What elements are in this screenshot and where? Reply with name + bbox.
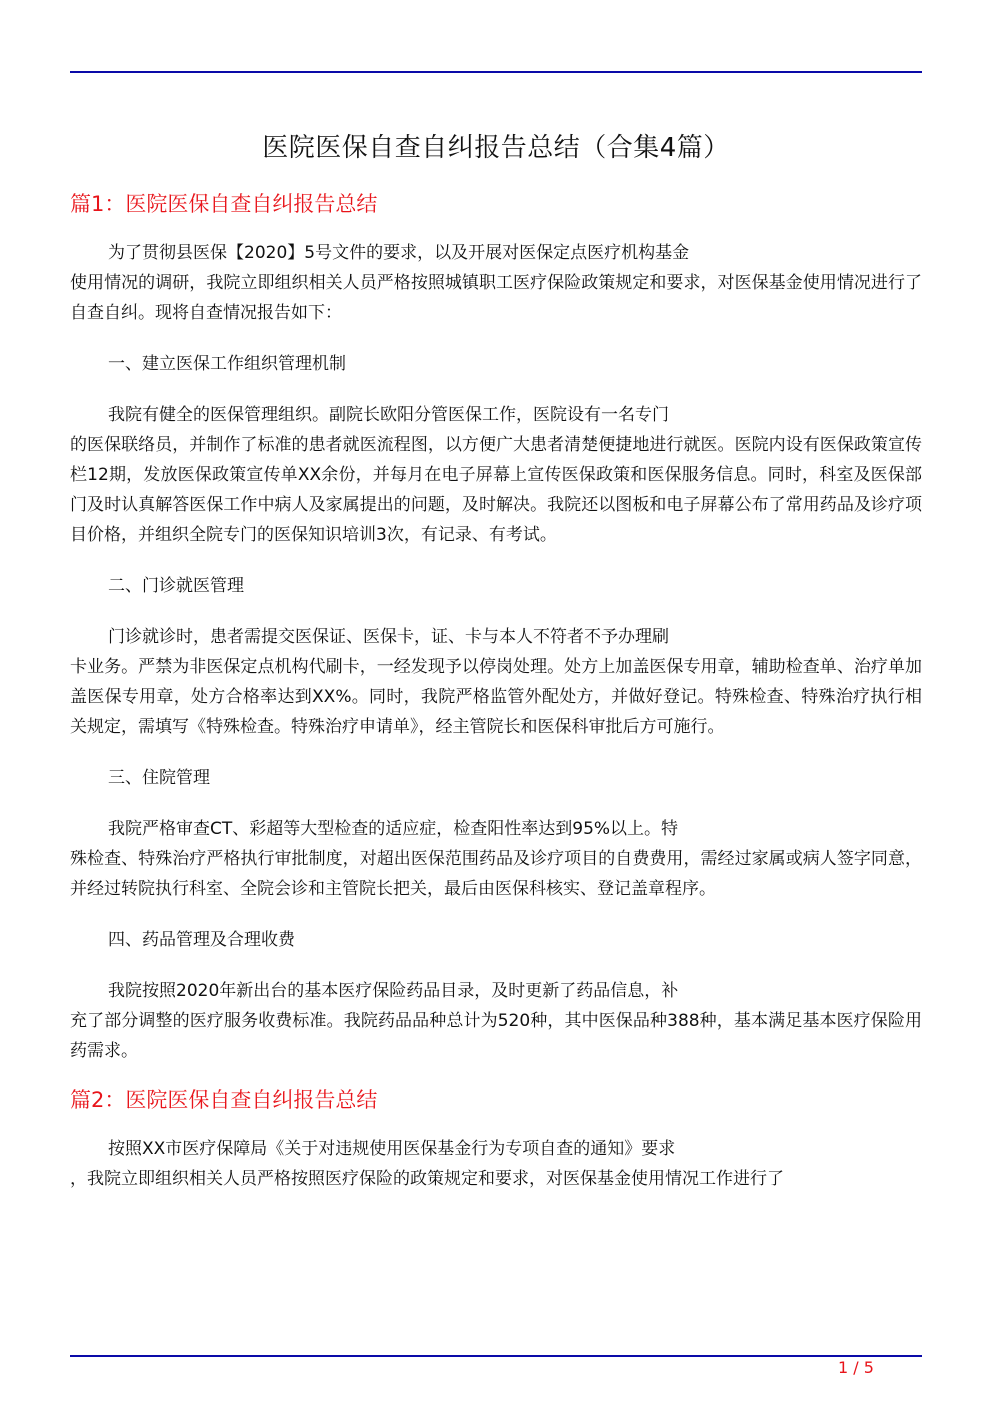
header-rule <box>70 71 922 73</box>
intro-paragraph-2: 按照XX市医疗保障局《关于对违规使用医保基金行为专项自查的通知》要求 ，我院立即组织相关人员严格按照医疗保险的政策规定和要求，对医保基金使用情况工作进行了 <box>70 1139 784 1189</box>
paragraph-org-mechanism: 我院有健全的医保管理组织。副院长欧阳分管医保工作，医院设有一名专门 的医保联络员，并制作了标准的患者就医流程图，以方便广大患者清楚便捷地进行就医。医院内设有医保政策宣传栏12期，发放医保政策宣传单XX余份，并每月在电子屏幕上宣传医保政策和医保服务信息。同时，科室及医保部门及时认真解答医保工作中病人及家属提出的问题，及时解决。我院还以图板和电子屏幕公布了常用药品及诊疗项目价格，并组织全院专门的医保知识培训3次，有记录、有考试。 <box>70 405 922 545</box>
page-number: 1 / 5 <box>838 1358 874 1377</box>
section-heading-1: 篇1：医院医保自查自纠报告总结 <box>70 192 378 216</box>
subheading-org-mechanism: 一、建立医保工作组织管理机制 <box>108 354 346 374</box>
intro-paragraph-1: 为了贯彻县医保【2020】5号文件的要求，以及开展对医保定点医疗机构基金 使用情况的调研，我院立即组织相关人员严格按照城镇职工医疗保险政策规定和要求，对医保基金使用情况进行了自查自纠。现将自查情况报告如下： <box>70 243 922 323</box>
footer-rule <box>70 1355 922 1357</box>
paragraph-outpatient: 门诊就诊时，患者需提交医保证、医保卡，证、卡与本人不符者不予办理刷 卡业务。严禁为非医保定点机构代刷卡，一经发现予以停岗处理。处方上加盖医保专用章，辅助检查单、治疗单加盖医保专用章，处方合格率达到XX%。同时，我院严格监管外配处方，并做好登记。特殊检查、特殊治疗执行相关规定，需填写《特殊检查。特殊治疗申请单》，经主管院长和医保科审批后方可施行。 <box>70 627 922 737</box>
subheading-outpatient: 二、门诊就医管理 <box>108 576 244 596</box>
subheading-inpatient: 三、住院管理 <box>108 768 210 788</box>
document-body <box>70 188 922 1194</box>
paragraph-drug-management: 我院按照2020年新出台的基本医疗保险药品目录，及时更新了药品信息，补 充了部分调整的医疗服务收费标准。我院药品品种总计为520种，其中医保品种388种，基本满足基本医疗保险用药需求。 <box>70 981 922 1061</box>
subheading-drug-management: 四、药品管理及合理收费 <box>108 930 295 950</box>
paragraph-inpatient: 我院严格审查CT、彩超等大型检查的适应症，检查阳性率达到95%以上。特 殊检查、特殊治疗严格执行审批制度，对超出医保范围药品及诊疗项目的自费费用，需经过家属或病人签字同意，并经过转院执行科室、全院会诊和主管院长把关，最后由医保科核实、登记盖章程序。 <box>70 819 922 899</box>
section-heading-2: 篇2：医院医保自查自纠报告总结 <box>70 1088 378 1112</box>
document-title: 医院医保自查自纠报告总结（合集4篇） <box>262 133 730 163</box>
